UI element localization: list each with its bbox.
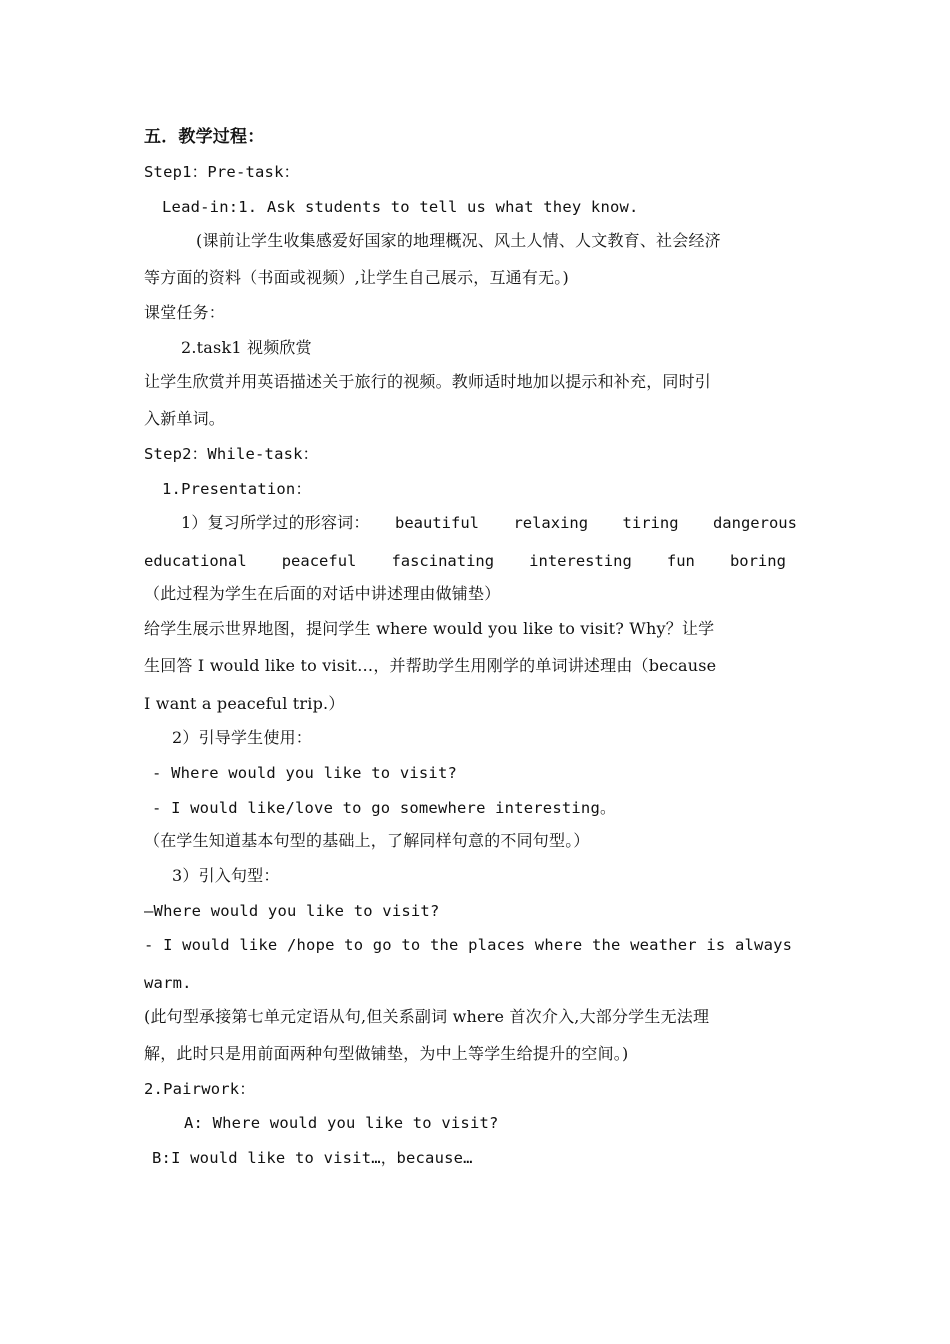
map-desc-line3: I want a peaceful trip.） [144,694,345,713]
guide-note: （在学生知道基本句型的基础上，了解同样句意的不同句型。） [144,831,590,850]
class-task-label: 课堂任务： [144,303,226,322]
adjective: tiring [622,514,679,532]
task1-heading: 2.task1 视频欣赏 [181,338,312,357]
intro-answer-line1: - I would like /hope to go to the places where the weather is always [144,936,793,954]
leadin-note-line2: 等方面的资料（书面或视频）,让学生自己展示，互通有无。) [144,268,569,287]
adjectives-row1 [395,512,797,534]
guide-label: 2）引导学生使用： [172,728,312,747]
adjective: relaxing [513,514,589,532]
pairwork-heading: 2.Pairwork： [144,1080,256,1098]
adjective: fascinating [391,552,495,570]
section-title: 五．教学过程： [144,127,265,147]
adjective: boring [729,552,786,570]
step1-title: Step1：Pre-task： [144,163,300,181]
pairwork-b: B:I would like to visit…，because… [152,1149,473,1167]
task1-desc-line1: 让学生欣赏并用英语描述关于旅行的视频。教师适时地加以提示和补充，同时引 [144,372,712,391]
adjective: educational [144,552,247,570]
adjective: interesting [529,552,632,570]
review-label: 1）复习所学过的形容词： [181,513,370,532]
adjectives-row2 [144,550,786,572]
leadin-line: Lead-in:1. Ask students to tell us what they know. [162,198,639,216]
intro-question: —Where would you like to visit? [144,902,440,920]
pairwork-a: A: Where would you like to visit? [184,1114,499,1132]
intro-label: 3）引入句型： [172,866,280,885]
leadin-note-line1: (课前让学生收集感爱好国家的地理概况、风土人情、人文教育、社会经济 [196,231,721,250]
intro-note-line2: 解，此时只是用前面两种句型做铺垫，为中上等学生给提升的空间。) [144,1044,629,1063]
task1-desc-line2: 入新单词。 [144,409,226,428]
adjective: fun [666,552,695,570]
adjective: beautiful [395,514,479,532]
guide-answer: - I would like/love to go somewhere interesting。 [152,799,616,817]
adjective: peaceful [281,552,357,570]
map-desc-line1: 给学生展示世界地图，提问学生 where would you like to visit? Why？让学 [144,619,715,638]
adjective: dangerous [712,514,797,532]
adjectives-note: （此过程为学生在后面的对话中讲述理由做铺垫） [144,584,501,603]
map-desc-line2: 生回答 I would like to visit…，并帮助学生用刚学的单词讲述理由（because [144,656,717,675]
step2-title: Step2：While-task： [144,445,319,463]
intro-note-line1: (此句型承接第七单元定语从句,但关系副词 where 首次介入,大部分学生无法理 [144,1007,710,1026]
guide-question: - Where would you like to visit? [152,764,458,782]
presentation-heading: 1.Presentation： [162,480,312,498]
intro-answer-line2: warm. [144,974,192,992]
